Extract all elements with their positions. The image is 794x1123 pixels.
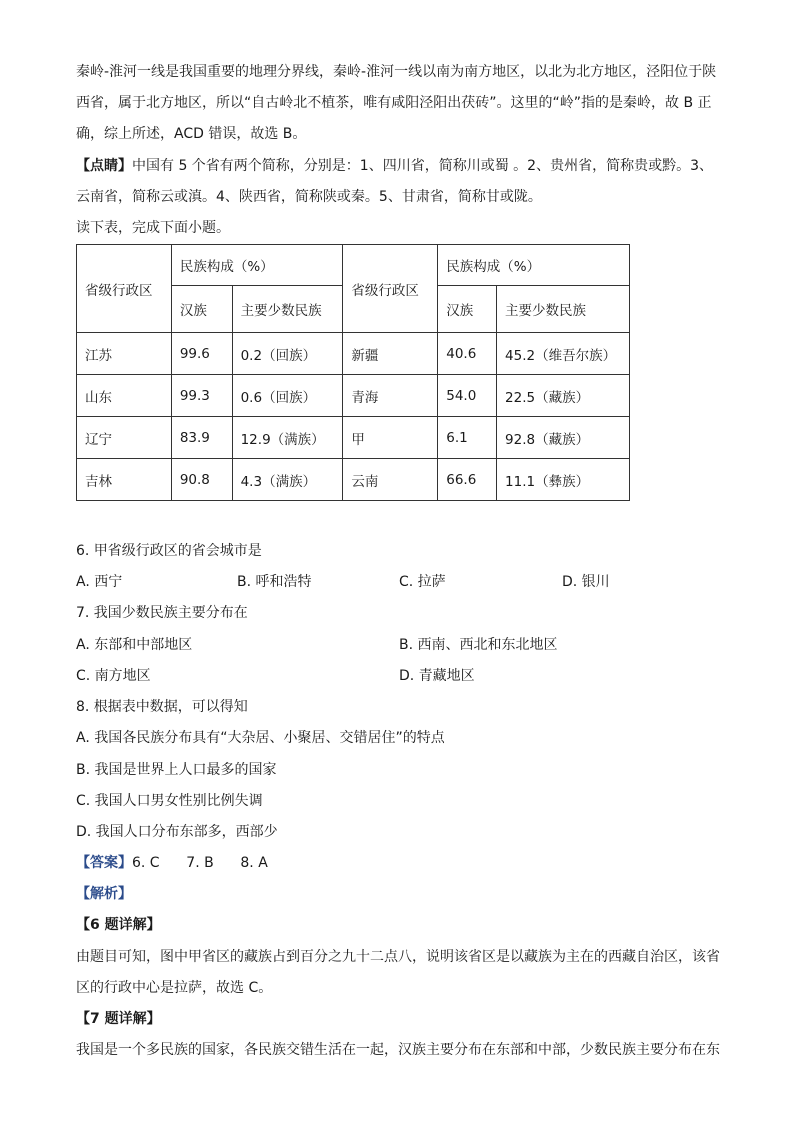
detail-6-label: 【6 题详解】 <box>76 917 161 933</box>
tip-label: 【点睛】 <box>76 158 132 174</box>
table-header-han-left: 汉族 <box>171 286 232 333</box>
q8-option-b: B. 我国是世界上人口最多的国家 <box>76 762 277 778</box>
cell-minority: 11.1（彝族） <box>497 459 630 501</box>
cell-minority: 0.6（回族） <box>232 375 343 417</box>
cell-region: 辽宁 <box>77 417 172 459</box>
q7-option-a: A. 东部和中部地区 <box>76 637 193 653</box>
cell-minority: 4.3（满族） <box>232 459 343 501</box>
cell-han: 6.1 <box>438 417 497 459</box>
detail-6-line-1: 由题目可知，图中甲省区的藏族占到百分之九十二点八，说明该省区是以藏族为主在的西藏自治区，该省 <box>76 949 720 965</box>
answer-text: 6. C 7. B 8. A <box>132 855 268 871</box>
cell-region: 新疆 <box>343 333 438 375</box>
intro-line-2: 西省，属于北方地区，所以“自古岭北不植茶，唯有咸阳泾阳出茯砖”。这里的“岭”指的是秦岭，故 B 正 <box>76 95 712 111</box>
q7-option-d: D. 青藏地区 <box>399 668 475 684</box>
cell-region: 云南 <box>343 459 438 501</box>
table-instruction: 读下表，完成下面小题。 <box>76 220 230 236</box>
table-row <box>77 333 630 375</box>
q8-option-a: A. 我国各民族分布具有“大杂居、小聚居、交错居住”的特点 <box>76 730 445 746</box>
cell-region: 江苏 <box>77 333 172 375</box>
cell-han: 40.6 <box>438 333 497 375</box>
table-header-han-right: 汉族 <box>438 286 497 333</box>
cell-minority: 0.2（回族） <box>232 333 343 375</box>
cell-minority: 22.5（藏族） <box>497 375 630 417</box>
analysis-label <box>76 884 726 904</box>
q6-option-c: C. 拉萨 <box>399 574 446 590</box>
intro-line-1: 秦岭-淮河一线是我国重要的地理分界线，秦岭-淮河一线以南为南方地区，以北为北方地区，泾阳位于陕 <box>76 64 717 80</box>
table-header-composition-right: 民族构成（%） <box>438 245 630 286</box>
tip-line-1 <box>76 156 726 176</box>
table-header-composition-left: 民族构成（%） <box>171 245 343 286</box>
ethnic-composition-table <box>76 244 630 501</box>
q6-option-a: A. 西宁 <box>76 574 123 590</box>
q7-option-b: B. 西南、西北和东北地区 <box>399 637 558 653</box>
answer-label: 【答案】 <box>76 855 132 871</box>
cell-han: 66.6 <box>438 459 497 501</box>
cell-minority: 45.2（维吾尔族） <box>497 333 630 375</box>
q7-option-c: C. 南方地区 <box>76 668 151 684</box>
table-header-minority-right: 主要少数民族 <box>497 286 630 333</box>
cell-minority: 12.9（满族） <box>232 417 343 459</box>
tip-line-2: 云南省，简称云或滇。4、陕西省，简称陕或秦。5、甘肃省，简称甘或陇。 <box>76 189 542 205</box>
table-row <box>77 459 630 501</box>
detail-6-line-2: 区的行政中心是拉萨，故选 C。 <box>76 980 273 996</box>
cell-han: 90.8 <box>171 459 232 501</box>
cell-han: 54.0 <box>438 375 497 417</box>
tip-text-1: 中国有 5 个省有两个简称，分别是：1、四川省，简称川或蜀 。2、贵州省，简称贵或黔。3、 <box>132 158 713 174</box>
table-header-minority-left: 主要少数民族 <box>232 286 343 333</box>
table-row <box>77 375 630 417</box>
cell-han: 99.6 <box>171 333 232 375</box>
cell-han: 83.9 <box>171 417 232 459</box>
q8-option-d: D. 我国人口分布东部多，西部少 <box>76 824 278 840</box>
detail-7-line-1: 我国是一个多民族的国家，各民族交错生活在一起，汉族主要分布在东部和中部，少数民族主要分布在东 <box>76 1042 720 1058</box>
cell-region: 吉林 <box>77 459 172 501</box>
cell-han: 99.3 <box>171 375 232 417</box>
analysis-label-text: 【解析】 <box>76 886 132 902</box>
question-7-stem: 7. 我国少数民族主要分布在 <box>76 605 248 621</box>
table-header-region-left: 省级行政区 <box>77 245 172 333</box>
table-header-region-right: 省级行政区 <box>343 245 438 333</box>
q8-option-c: C. 我国人口男女性别比例失调 <box>76 793 263 809</box>
question-6-stem: 6. 甲省级行政区的省会城市是 <box>76 543 262 559</box>
detail-7-label: 【7 题详解】 <box>76 1011 161 1027</box>
q6-option-b: B. 呼和浩特 <box>237 574 312 590</box>
cell-minority: 92.8（藏族） <box>497 417 630 459</box>
table-row <box>77 417 630 459</box>
cell-region: 青海 <box>343 375 438 417</box>
answer-line <box>76 853 726 873</box>
q6-option-d: D. 银川 <box>562 574 610 590</box>
question-8-stem: 8. 根据表中数据，可以得知 <box>76 699 248 715</box>
intro-line-3: 确，综上所述，ACD 错误，故选 B。 <box>76 126 307 142</box>
cell-region: 甲 <box>343 417 438 459</box>
cell-region: 山东 <box>77 375 172 417</box>
